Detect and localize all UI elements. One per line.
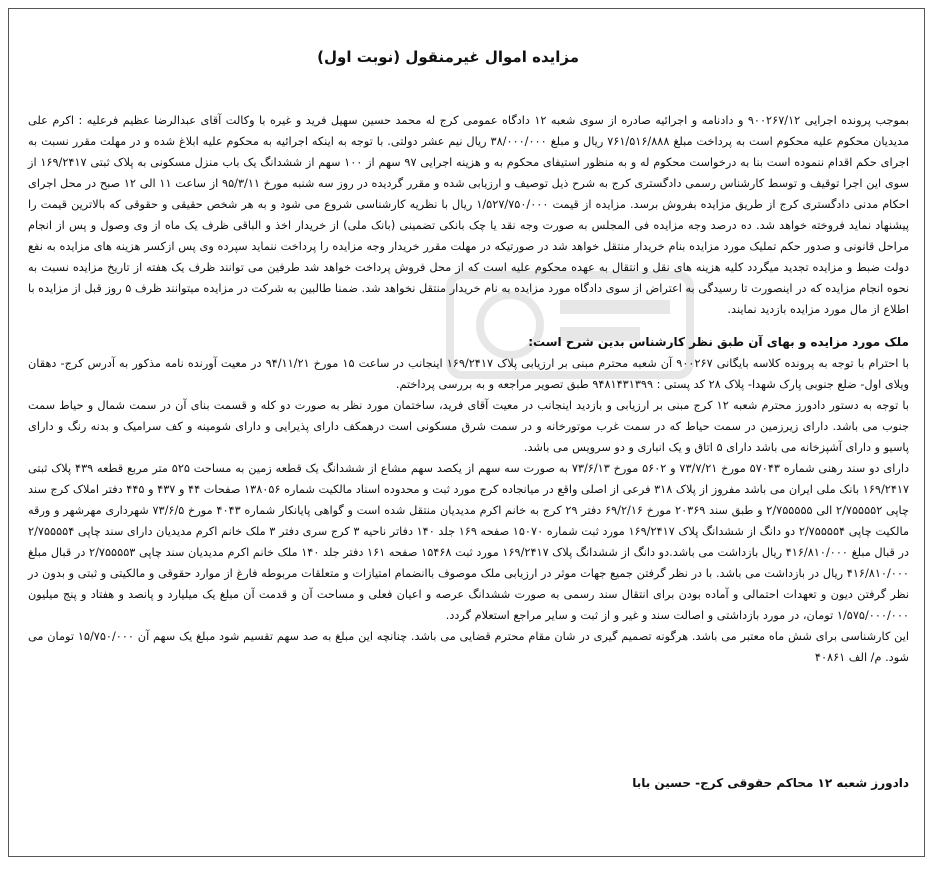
notice-body: بموجب پرونده اجرایی ۹۰۰۲۶۷/۱۲ و دادنامه و اجرائیه صادره از سوی شعبه ۱۲ دادگاه عمومی کرج له محمد حسین سهیل فرید و غیره با وکالت آقای عبدالرضا عظیم فرعلیه : اکرم علی مدیدیان محکوم علیه محکوم است به پرداخت مبلغ ۷۶۱/۵۱۶/۸۸۸ ریال و مبلغ ۳۸/۰۰۰/۰۰۰ ریال نیم عشر دولتی. با توجه به اینکه اجرائیه به محکوم علیه ابلاغ شده و در مهلت مقرر نسبت به اجرای حکم اقدام ننموده است بنا به درخواست محکوم له و به منظور استیفای محکوم به و هزینه اجرایی ۹۷ سهم از ۱۰۰ سهم از ششدانگ یک باب منزل مسکونی به پلاک ثبتی ۱۶۹/۲۴۱۷ از سوی این اجرا توقیف و توسط کارشناس رسمی دادگستری کرج به شرح ذیل توصیف و ارزیابی شده و مقرر گردیده در روز سه شنبه مورخ ۹۵/۳/۱۱ از ساعت ۱۱ الی ۱۲ صبح در محل اجرای احکام مدنی دادگستری کرج از طریق مزایده بفروش برسد. مزایده از قیمت ۱/۵۲۷/۷۵۰/۰۰۰ ریال با نظریه کارشناسی شروع می شود و به هر شخص حقیقی و حقوقی که بالاترین قیمت را پیشنهاد نماید فروخته خواهد شد. ده درصد وجه مزایده فی المجلس به صورت وجه نقد یا چک بانکی تضمینی (بانک ملی) از خریدار اخذ و الباقی ظرف یک ماه از وی وصول و پس از انجام مراحل قانونی و صدور حکم تملیک مورد مزایده بنام خریدار منتقل خواهد شد در صورتیکه در مهلت مقرر خریدار وجه مزایده را پرداخت ننماید سپرده وی پس ازکسر هزینه های مزایده به نفع دولت ضبط و مزایده تجدید میگردد کلیه هزینه های نقل و انتقال به عهده محکوم علیه است که از محل فروش پرداخت خواهد شد طرفین می توانند ظرف یک هفته از تاریخ مزایده نسبت به نحوه انجام مزایده که در اینصورت تا رسیدگی به اعتراض از سوی دادگاه مورد مزایده به نام خریدار منتقل نخواهد شد. ضمنا طالبین به شرکت در مزایده میتوانند ظرف ۵ روز قبل از مزایده با اطلاع از مال مورد مزایده بازدید نمایند. (28, 114, 910, 316)
section-paragraph: با احترام با توجه به پرونده کلاسه بایگانی ۹۰۰۲۶۷ آن شعبه محترم مبنی بر ارزیابی پلاک ۱۶۹/۲۴۱۷ اینجانب در ساعت ۱۵ مورخ ۹۴/۱۱/۲۱ در معیت آورنده نامه مذکور به آدرس کرج- دهقان ویلای اول- ضلع جنوبی پارک شهدا- پلاک ۲۸ کد پستی : ۹۴۸۱۴۳۱۳۹۹ طبق تصویر مراجعه و به بررسی پرداختم. (28, 357, 909, 391)
signature: دادورز شعبه ۱۲ محاکم حقوقی کرج- حسین بابا (632, 776, 909, 790)
section-paragraph: دارای دو سند رهنی شماره ۵۷۰۴۳ مورخ ۷۳/۷/۲۱ و ۵۶۰۲ مورخ ۷۳/۶/۱۳ به صورت سه سهم از یکصد سهم مشاع از ششدانگ یک قطعه زمین به مساحت ۵۲۵ متر مربع قطعه ۴۳۹ پلاک ثبتی ۱۶۹/۲۴۱۷ بانک ملی ایران می باشد مفروز از پلاک ۳۱۸ فرعی از اصلی واقع در میانجاده کرج مورد ثبت و محدوده اسناد مالکیت شماره ۱۳۸۰۵۶ صفحات ۴۴ و ۴۳۷ و ۴۴۵ دفتر املاک کرج سند چاپی ۲/۷۵۵۵۵۲ الی ۲/۷۵۵۵۵۵ و طبق سند ۲۰۳۶۹ مورخ ۶۹/۲/۱۶ دفتر ۲۹ کرج به خانم اکرم مدیدیان منتقل شده است و گواهی پایانکار شماره ۴۰۴۳ مورخ ۷۳/۶/۵ شهرداری مهرشهر و ورقه مالکیت چاپی ۲/۷۵۵۵۵۴ دو دانگ از ششدانگ پلاک ۱۶۹/۲۴۱۷ مورد ثبت شماره ۱۵۰۷۰ صفحه ۱۶۹ جلد ۱۴۰ دفاتر ناحیه ۳ کرج سری دفتر ۳ ملک خانم اکرم مدیدیان دارای سند چاپی ۲/۷۵۵۵۵۴ در قبال مبلغ ۴۱۶/۸۱۰/۰۰۰ ریال بازداشت می باشد.دو دانگ از ششدانگ پلاک ۱۶۹/۲۴۱۷ مورد ثبت ۱۵۴۶۸ صفحه ۱۶۱ دفتر جلد ۱۴۰ ملک خانم اکرم مدیدیان سند چاپی ۲/۷۵۵۵۵۳ در قبال مبلغ ۴۱۶/۸۱۰/۰۰۰ ریال در بازداشت می باشد. با در نظر گرفتن جمیع جهات موثر در ارزیابی ملک موصوف باانضمام امتیازات و متعلقات مربوطه فارغ از موارد حقوقی و مالکیتی و ثبتی و بدون در نظر گرفتن دیون و تعهدات احتمالی و آماده بودن برای انتقال سند رسمی به صورت ششدانگ عرصه و اعیان فعلی و مساحت آن و قدمت آن مبلغ یک میلیارد و پانصد و هفتاد و پنج میلیون ۱/۵۷۵/۰۰۰/۰۰۰ تومان، در مورد بازداشتی و اصالت سند و غیر و از ثبت و سایر مراجع استعلام گردد. (28, 462, 910, 622)
section-heading: ملک مورد مزایده و بهای آن طبق نظر کارشناس بدین شرح است: (528, 335, 909, 349)
section-paragraph: این کارشناسی برای شش ماه معتبر می باشد. هرگونه تصمیم گیری در شان مقام محترم قضایی می باشد. چنانچه این مبلغ به صد سهم تقسیم شود مبلغ یک سهم آن ۱۵/۷۵۰/۰۰۰ تومان می شود. م/ الف ۴۰۸۶۱ (28, 630, 909, 664)
notice-content (28, 48, 909, 668)
section-paragraph: با توجه به دستور دادورز محترم شعبه ۱۲ کرج مبنی بر ارزیابی و بازدید اینجانب در معیت آقای فرید، ساختمان مورد نظر به صورت دو کله و قسمت بنای آن در سمت شمال و حیاط سمت جنوب می باشد. دارای زیرزمین در سمت حیاط که در سمت غرب موتورخانه و در سمت شرق مسکونی است درهمکف دارای پذیرایی و دارای شومینه و کف سرامیک و بدنه رنگ و دارای پاسیو و دارای آشپزخانه می باشد دارای ۵ اتاق و یک انباری و دو سرویس می باشد. (28, 399, 909, 454)
notice-title: مزایده اموال غیرمنقول (نوبت اول) (317, 48, 579, 66)
